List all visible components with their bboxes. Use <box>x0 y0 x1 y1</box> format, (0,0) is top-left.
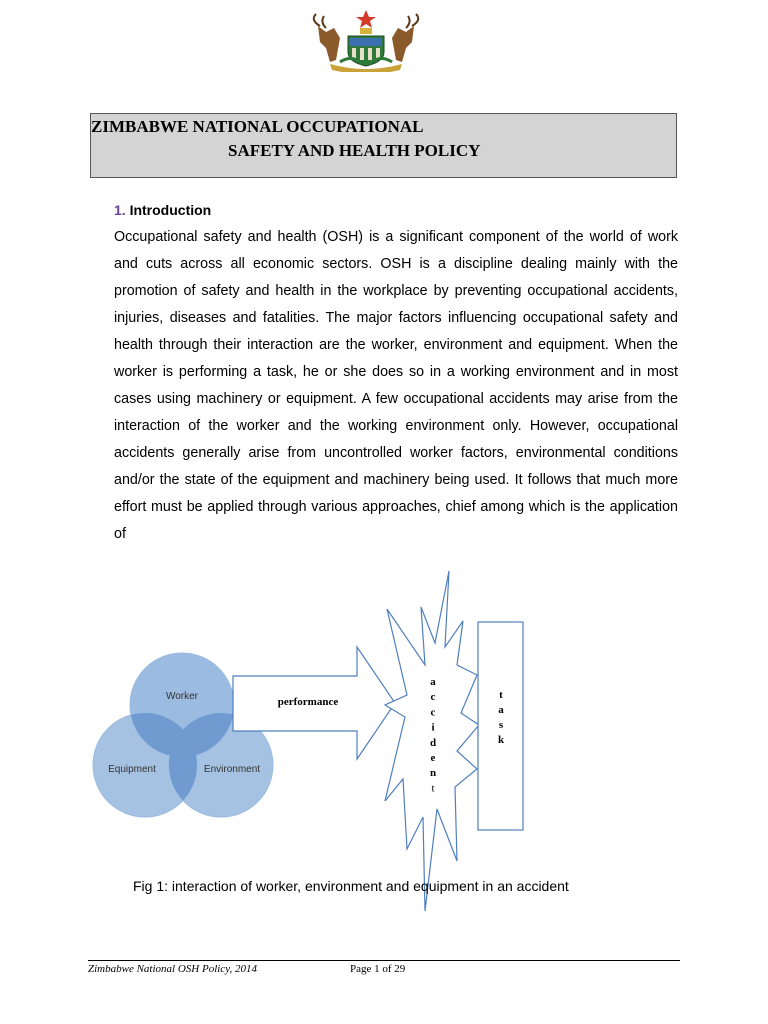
accident-letter: e <box>430 752 436 764</box>
interaction-figure <box>85 565 645 925</box>
footer-page-number: Page 1 of 29 <box>350 963 406 975</box>
equipment-label: Equipment <box>108 764 156 775</box>
worker-label: Worker <box>165 691 199 702</box>
task-letter: a <box>498 704 504 716</box>
intro-paragraph: Occupational safety and health (OSH) is a significant component of the world of work and cuts across all economic sectors. OSH is a discipline dealing mainly with the promotion of safety and health in the workplace by preventing occupational accidents, injuries, diseases and fatalities. The major factors influencing occupational safety and health through their interaction are the worker, environment and equipment. When the worker is performing a task, he or she does so in a working environment and in most cases using machinery or equipment. A few occupational accidents may arise from the interaction of the worker and the working environment only. However, occupational accidents generally arise from uncontrolled worker factors, environmental conditions and/or the state of the equipment and machinery being used. It follows that much more effort must be applied through various approaches, chief among which is the application of <box>114 229 678 542</box>
title-line-2: SAFETY AND HEALTH POLICY <box>228 141 481 160</box>
section-heading <box>114 202 211 218</box>
accident-letter: d <box>429 736 437 749</box>
body-text <box>114 224 678 548</box>
accident-letter: n <box>429 767 437 780</box>
figure-caption: Fig 1: interaction of worker, environment and equipment in an accident <box>133 878 569 894</box>
accident-letter: i <box>431 721 435 734</box>
accident-letter: a <box>430 676 436 688</box>
task-letter: k <box>497 734 505 746</box>
task-letter: t <box>499 689 503 701</box>
environment-label: Environment <box>203 764 261 775</box>
task-letter: s <box>498 719 504 731</box>
footer-divider <box>88 960 680 961</box>
title-line-1: ZIMBABWE NATIONAL OCCUPATIONAL <box>91 117 424 136</box>
accident-letter: c <box>430 691 436 704</box>
section-title: Introduction <box>129 202 212 218</box>
document-title-box <box>90 113 677 178</box>
zimbabwe-coat-of-arms-icon <box>296 8 436 72</box>
footer-document-name: Zimbabwe National OSH Policy, 2014 <box>88 963 257 975</box>
accident-letter: c <box>430 706 436 719</box>
performance-label: performance <box>277 696 339 708</box>
accident-letter: t <box>431 782 435 795</box>
section-number: 1. <box>114 202 126 218</box>
